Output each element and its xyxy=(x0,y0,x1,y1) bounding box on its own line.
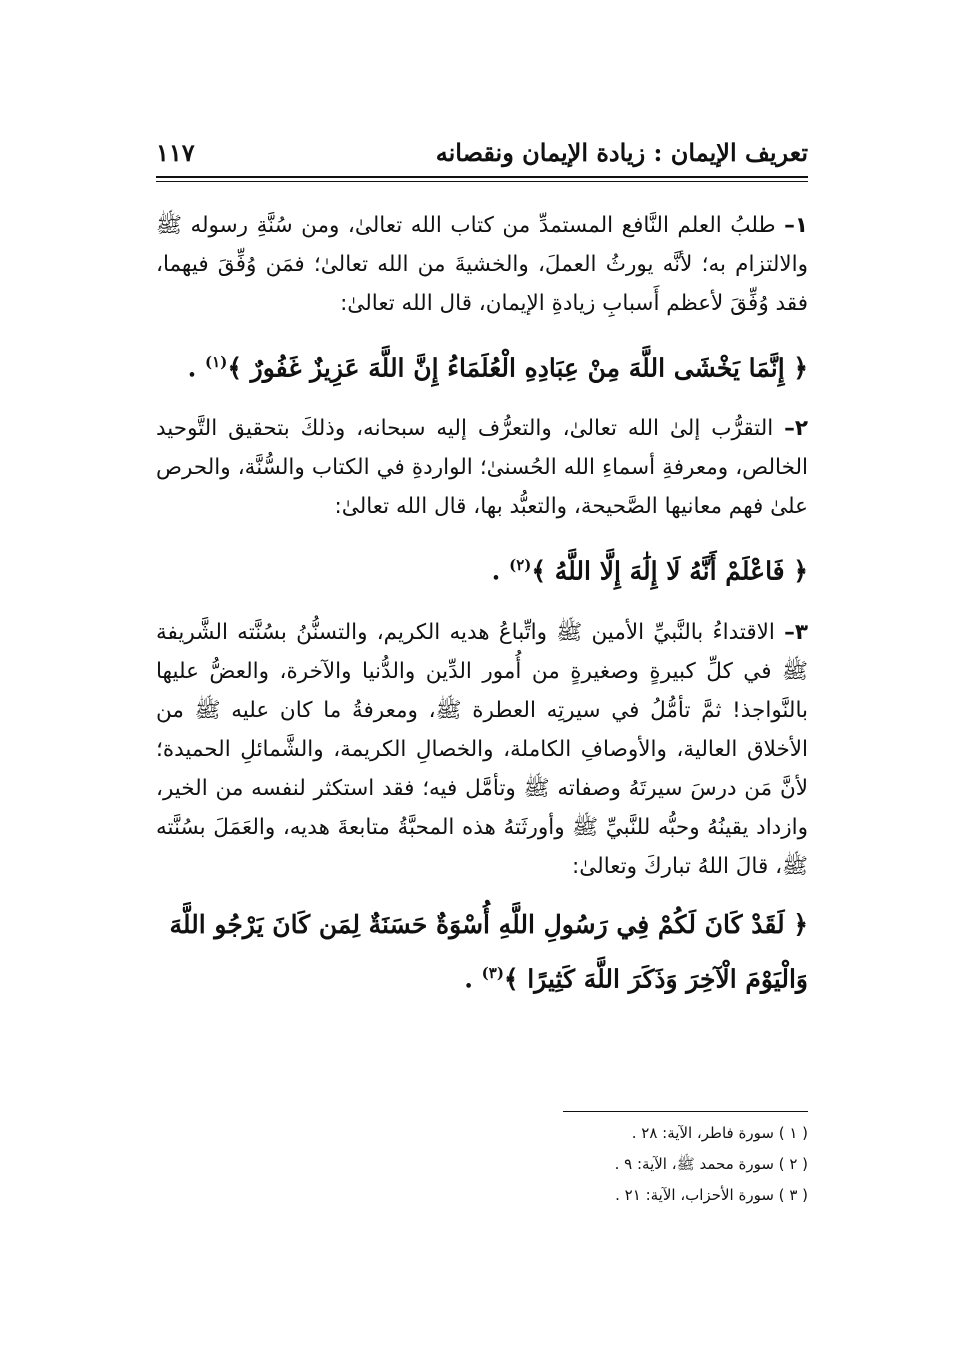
paragraph-1 xyxy=(156,206,808,323)
quran-verse-1 xyxy=(156,338,808,392)
header-rule-thick xyxy=(156,176,808,178)
paragraph-2 xyxy=(156,409,808,526)
footnote-1: ( ١ ) سورة فاطر، الآية: ٢٨ . xyxy=(631,1124,808,1142)
paragraph-text: التقرُّب إلىٰ الله تعالىٰ، والتعرُّف إليه سبحانه، وذلكَ بتحقيق التَّوحيد الخالص، ومعرفةِ أسماءِ الله الحُسنىٰ؛ الواردةِ في الكتاب والسُّنَّة، والحرص علىٰ فهم معانيها الصَّحيحة، والتعبُّد بها، قال الله تعالىٰ: xyxy=(156,416,808,520)
verse-text: ﴿ لَقَدْ كَانَ لَكُمْ فِي رَسُولِ اللَّهِ أُسْوَةٌ حَسَنَةٌ لِمَن كَانَ يَرْجُو اللَّهَ وَالْيَوْمَ الْآخِرَ وَذَكَرَ اللَّهَ كَثِيرًا ﴾ xyxy=(169,909,808,993)
footnote-3: ( ٣ ) سورة الأحزاب، الآية: ٢١ . xyxy=(615,1186,808,1204)
paragraph-text: طلبُ العلم النَّافع المستمدِّ من كتاب الله تعالىٰ، ومن سُنَّةِ رسوله ﷺ والالتزام به؛ لأنَّه يورثُ العملَ، والخشيةَ من الله تعالىٰ؛ فمَن وُفِّقَ فيهما، فقد وُفِّقَ لأعظم أَسبابِ زيادةِ الإيمان، قال الله تعالىٰ: xyxy=(156,213,808,316)
paragraph-number: ٢– xyxy=(784,416,808,442)
verse-text: ﴿ فَاعْلَمْ أَنَّهُ لَا إِلَٰهَ إِلَّا اللَّهُ ﴾ xyxy=(531,556,808,586)
paragraph-number: ٣– xyxy=(784,619,808,645)
footnote-ref: (١) xyxy=(205,353,228,371)
chapter-title: تعريف الإيمان : زيادة الإيمان ونقصانه xyxy=(435,138,808,167)
verse-end: . xyxy=(187,353,197,383)
verse-text: ﴿ إِنَّمَا يَخْشَى اللَّهَ مِنْ عِبَادِهِ الْعُلَمَاءُ إِنَّ اللَّهَ عَزِيزٌ غَفُورٌ ﴾ xyxy=(227,353,808,383)
paragraph-text: الاقتداءُ بالنَّبيِّ الأمين ﷺ واتِّباعُ هديه الكريم، والتسنُّنُ بسُنَّته الشَّريفة ﷺ في كلِّ كبيرةٍ وصغيرةٍ من أُمور الدِّين والدُّنيا والآخرة، والعضُّ عليها بالنَّواجذ! ثمَّ تأمُّلُ في سيرتِه العطرة ﷺ، ومعرفةُ ما كان عليه ﷺ من الأخلاق العالية، والأوصافِ الكاملة، والخصالِ الكريمة، والشَّمائلِ الحميدة؛ لأنَّ مَن درسَ سيرتَهُ وصفاته ﷺ وتأمَّل فيه؛ فقد استكثر لنفسه من الخير، وازداد يقينُهُ وحبُّه للنَّبيِّ ﷺ وأورثَتهُ هذه المحبَّةُ متابعةَ هديه، والعَمَلَ بسُنَّته ﷺ، قالَ اللهُ تباركَ وتعالىٰ: xyxy=(156,619,808,879)
quran-verse-3 xyxy=(156,901,808,1003)
footnote-ref: (٣) xyxy=(481,963,504,982)
header-rule-thin xyxy=(156,181,808,182)
paragraph-number: ١– xyxy=(784,213,808,238)
verse-end: . xyxy=(491,556,501,586)
verse-end: . xyxy=(464,963,473,993)
footnote-ref: (٢) xyxy=(509,556,532,575)
paragraph-3 xyxy=(156,613,808,886)
page-number: ١١٧ xyxy=(156,138,195,167)
footnotes xyxy=(400,1118,808,1211)
quran-verse-2 xyxy=(156,541,808,595)
footnote-2: ( ٢ ) سورة محمد ﷺ، الآية: ٩ . xyxy=(614,1155,808,1173)
main-text xyxy=(156,206,808,1020)
running-header xyxy=(156,134,808,176)
footnote-separator xyxy=(563,1111,808,1112)
